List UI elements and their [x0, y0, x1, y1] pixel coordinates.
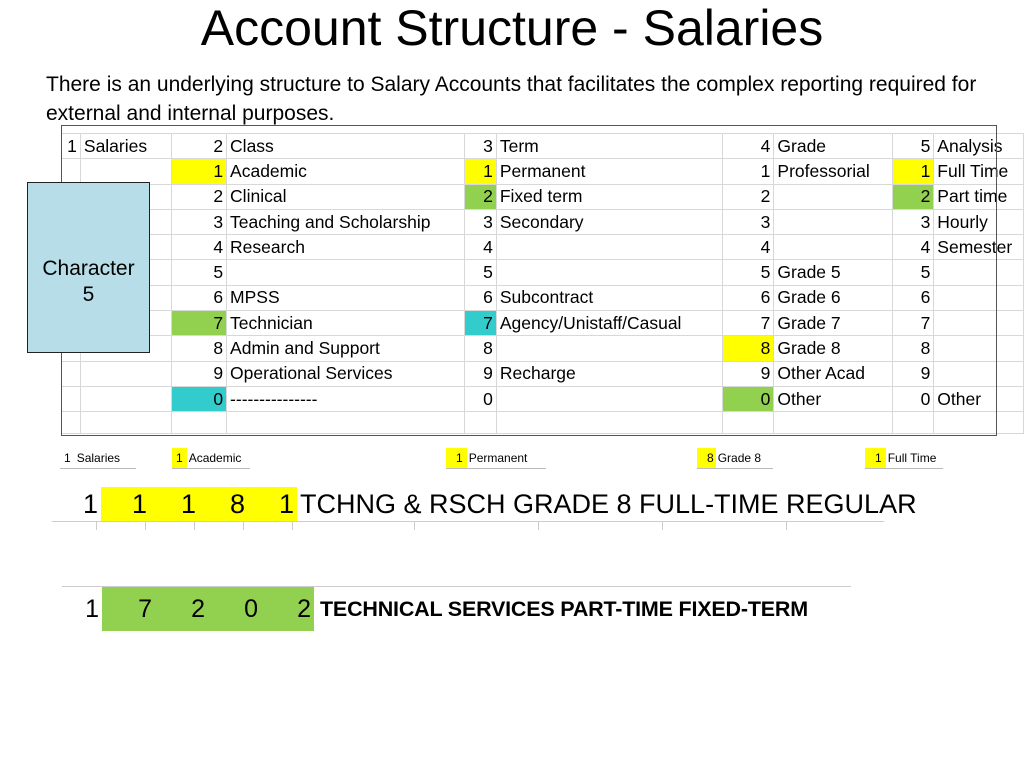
- table-row: [62, 159, 1024, 184]
- table-code-cell: [62, 159, 81, 184]
- table-label-cell: [227, 260, 465, 285]
- example-label: Full Time: [887, 451, 937, 465]
- table-label-cell: [934, 311, 1024, 336]
- code-digit: 2: [155, 587, 208, 631]
- code-digit: 2: [261, 587, 314, 631]
- table-code-cell: [171, 412, 226, 434]
- example-full-time: [865, 448, 943, 469]
- table-label-cell: [774, 235, 892, 260]
- table-code-cell: 5: [464, 260, 496, 285]
- table-code-cell: 2: [464, 184, 496, 209]
- table-label-cell: Salaries: [80, 134, 171, 159]
- table-code-cell: 7: [892, 311, 934, 336]
- table-label-cell: [934, 361, 1024, 386]
- table-label-cell: Secondary: [496, 209, 722, 234]
- table-code-cell: 3: [723, 209, 774, 234]
- code-digit: 1: [248, 487, 297, 521]
- table-code-cell: 3: [171, 209, 226, 234]
- table-row: [62, 260, 1024, 285]
- table-label-cell: Grade 8: [774, 336, 892, 361]
- table-row: [62, 285, 1024, 310]
- table-label-cell: Full Time: [934, 159, 1024, 184]
- table-code-cell: [62, 361, 81, 386]
- table-label-cell: Clinical: [227, 184, 465, 209]
- table-code-cell: 0: [723, 386, 774, 411]
- table-code-cell: 5: [723, 260, 774, 285]
- table-label-cell: Term: [496, 134, 722, 159]
- table-row: [62, 386, 1024, 411]
- table-label-cell: [934, 412, 1024, 434]
- slide-title: Account Structure - Salaries: [200, 0, 824, 56]
- table-label-cell: [496, 260, 722, 285]
- table-code-cell: [892, 412, 934, 434]
- table-label-cell: Teaching and Scholarship: [227, 209, 465, 234]
- table-code-cell: 2: [171, 184, 226, 209]
- account-structure-table: [61, 133, 1024, 434]
- table-code-cell: [62, 386, 81, 411]
- example-grade-8: [697, 448, 773, 469]
- code-digit: 0: [208, 587, 261, 631]
- table-label-cell: Class: [227, 134, 465, 159]
- table-label-cell: Admin and Support: [227, 336, 465, 361]
- table-label-cell: [80, 412, 171, 434]
- table-label-cell: [496, 235, 722, 260]
- table-code-cell: 7: [171, 311, 226, 336]
- table-label-cell: [227, 412, 465, 434]
- table-label-cell: Part time: [934, 184, 1024, 209]
- table-code-cell: 9: [723, 361, 774, 386]
- table-label-cell: [496, 412, 722, 434]
- table-code-cell: 3: [464, 134, 496, 159]
- table-code-cell: 0: [892, 386, 934, 411]
- example-num: 1: [446, 448, 467, 468]
- table-label-cell: Technician: [227, 311, 465, 336]
- table-label-cell: ---------------: [227, 386, 465, 411]
- table-label-cell: [934, 285, 1024, 310]
- table-code-cell: 9: [892, 361, 934, 386]
- code-digit: 1: [150, 487, 199, 521]
- example-num: 1: [865, 448, 886, 468]
- table-code-cell: 8: [892, 336, 934, 361]
- table-row: [62, 311, 1024, 336]
- table-code-cell: [62, 412, 81, 434]
- code-description: TCHNG & RSCH GRADE 8 FULL-TIME REGULAR: [300, 488, 917, 519]
- table-row: [62, 134, 1024, 159]
- table-code-cell: 6: [723, 285, 774, 310]
- table-code-cell: 6: [892, 285, 934, 310]
- table-label-cell: [774, 184, 892, 209]
- table-label-cell: Academic: [227, 159, 465, 184]
- table-label-cell: [496, 386, 722, 411]
- code-digit: 8: [199, 487, 248, 521]
- code-digit: 7: [102, 587, 155, 631]
- code-strip-grid: [52, 521, 884, 530]
- table-label-cell: Analysis: [934, 134, 1024, 159]
- example-label: Grade 8: [717, 451, 762, 465]
- table-label-cell: Grade: [774, 134, 892, 159]
- example-num: 8: [697, 448, 716, 468]
- table-code-cell: 1: [723, 159, 774, 184]
- table-label-cell: Fixed term: [496, 184, 722, 209]
- code-digit: 1: [82, 488, 98, 519]
- callout-line2: 5: [82, 283, 95, 306]
- character-5-callout: [27, 182, 150, 353]
- example-num: 1: [64, 451, 71, 465]
- example-label: Academic: [188, 451, 242, 465]
- code-digit: 1: [101, 487, 150, 521]
- table-code-cell: 6: [464, 285, 496, 310]
- table-label-cell: [774, 209, 892, 234]
- table-label-cell: Other: [934, 386, 1024, 411]
- table-label-cell: Subcontract: [496, 285, 722, 310]
- table-code-cell: 7: [464, 311, 496, 336]
- table-code-cell: 8: [171, 336, 226, 361]
- table-code-cell: 3: [464, 209, 496, 234]
- table-code-cell: 4: [171, 235, 226, 260]
- example-label: Salaries: [76, 451, 121, 465]
- table-label-cell: Research: [227, 235, 465, 260]
- table-label-cell: Other: [774, 386, 892, 411]
- table-code-cell: 8: [723, 336, 774, 361]
- table-row: [62, 209, 1024, 234]
- table-label-cell: Hourly: [934, 209, 1024, 234]
- code-strip-regular: [52, 487, 917, 521]
- table-code-cell: 1: [892, 159, 934, 184]
- example-salaries: [60, 448, 136, 469]
- table-code-cell: 7: [723, 311, 774, 336]
- table-code-cell: 1: [62, 134, 81, 159]
- table-label-cell: [80, 159, 171, 184]
- table-label-cell: MPSS: [227, 285, 465, 310]
- table-label-cell: [934, 260, 1024, 285]
- table-code-cell: 5: [171, 260, 226, 285]
- example-academic: [172, 448, 250, 469]
- table-label-cell: [80, 386, 171, 411]
- example-label: Permanent: [468, 451, 528, 465]
- table-label-cell: Recharge: [496, 361, 722, 386]
- table-code-cell: 1: [464, 159, 496, 184]
- table-label-cell: Grade 5: [774, 260, 892, 285]
- table-label-cell: [80, 361, 171, 386]
- table-row: [62, 235, 1024, 260]
- table-row: [62, 412, 1024, 434]
- table-code-cell: 3: [892, 209, 934, 234]
- example-num: 1: [172, 448, 187, 468]
- table-code-cell: 1: [171, 159, 226, 184]
- slide-subtitle: There is an underlying structure to Salary Accounts that facilitates the complex reporting required for external and internal purposes.: [46, 73, 977, 125]
- code-digit: 1: [85, 594, 99, 623]
- table-label-cell: Other Acad: [774, 361, 892, 386]
- table-code-cell: 2: [892, 184, 934, 209]
- table-code-cell: 0: [171, 386, 226, 411]
- table-label-cell: Permanent: [496, 159, 722, 184]
- table-row: [62, 361, 1024, 386]
- table-code-cell: 6: [171, 285, 226, 310]
- table-label-cell: Semester: [934, 235, 1024, 260]
- code-description: TECHNICAL SERVICES PART-TIME FIXED-TERM: [320, 596, 808, 621]
- table-label-cell: Professorial: [774, 159, 892, 184]
- table-code-cell: 4: [723, 134, 774, 159]
- code-strip-fixed-term: [62, 587, 808, 631]
- table-code-cell: 4: [892, 235, 934, 260]
- table-code-cell: 8: [464, 336, 496, 361]
- table-label-cell: Agency/Unistaff/Casual: [496, 311, 722, 336]
- table-label-cell: Operational Services: [227, 361, 465, 386]
- example-permanent: [446, 448, 546, 469]
- callout-line1: Character: [42, 257, 135, 280]
- table-code-cell: [723, 412, 774, 434]
- table-row: [62, 184, 1024, 209]
- table-label-cell: [774, 412, 892, 434]
- table-label-cell: Grade 7: [774, 311, 892, 336]
- table-code-cell: 9: [171, 361, 226, 386]
- table-code-cell: 2: [723, 184, 774, 209]
- table-label-cell: [934, 336, 1024, 361]
- table-code-cell: 2: [171, 134, 226, 159]
- table-code-cell: [464, 412, 496, 434]
- table-code-cell: 4: [464, 235, 496, 260]
- table-code-cell: 5: [892, 134, 934, 159]
- table-row: [62, 336, 1024, 361]
- table-label-cell: Grade 6: [774, 285, 892, 310]
- table-code-cell: 4: [723, 235, 774, 260]
- table-code-cell: 9: [464, 361, 496, 386]
- table-code-cell: 0: [464, 386, 496, 411]
- table-label-cell: [496, 336, 722, 361]
- table-code-cell: 5: [892, 260, 934, 285]
